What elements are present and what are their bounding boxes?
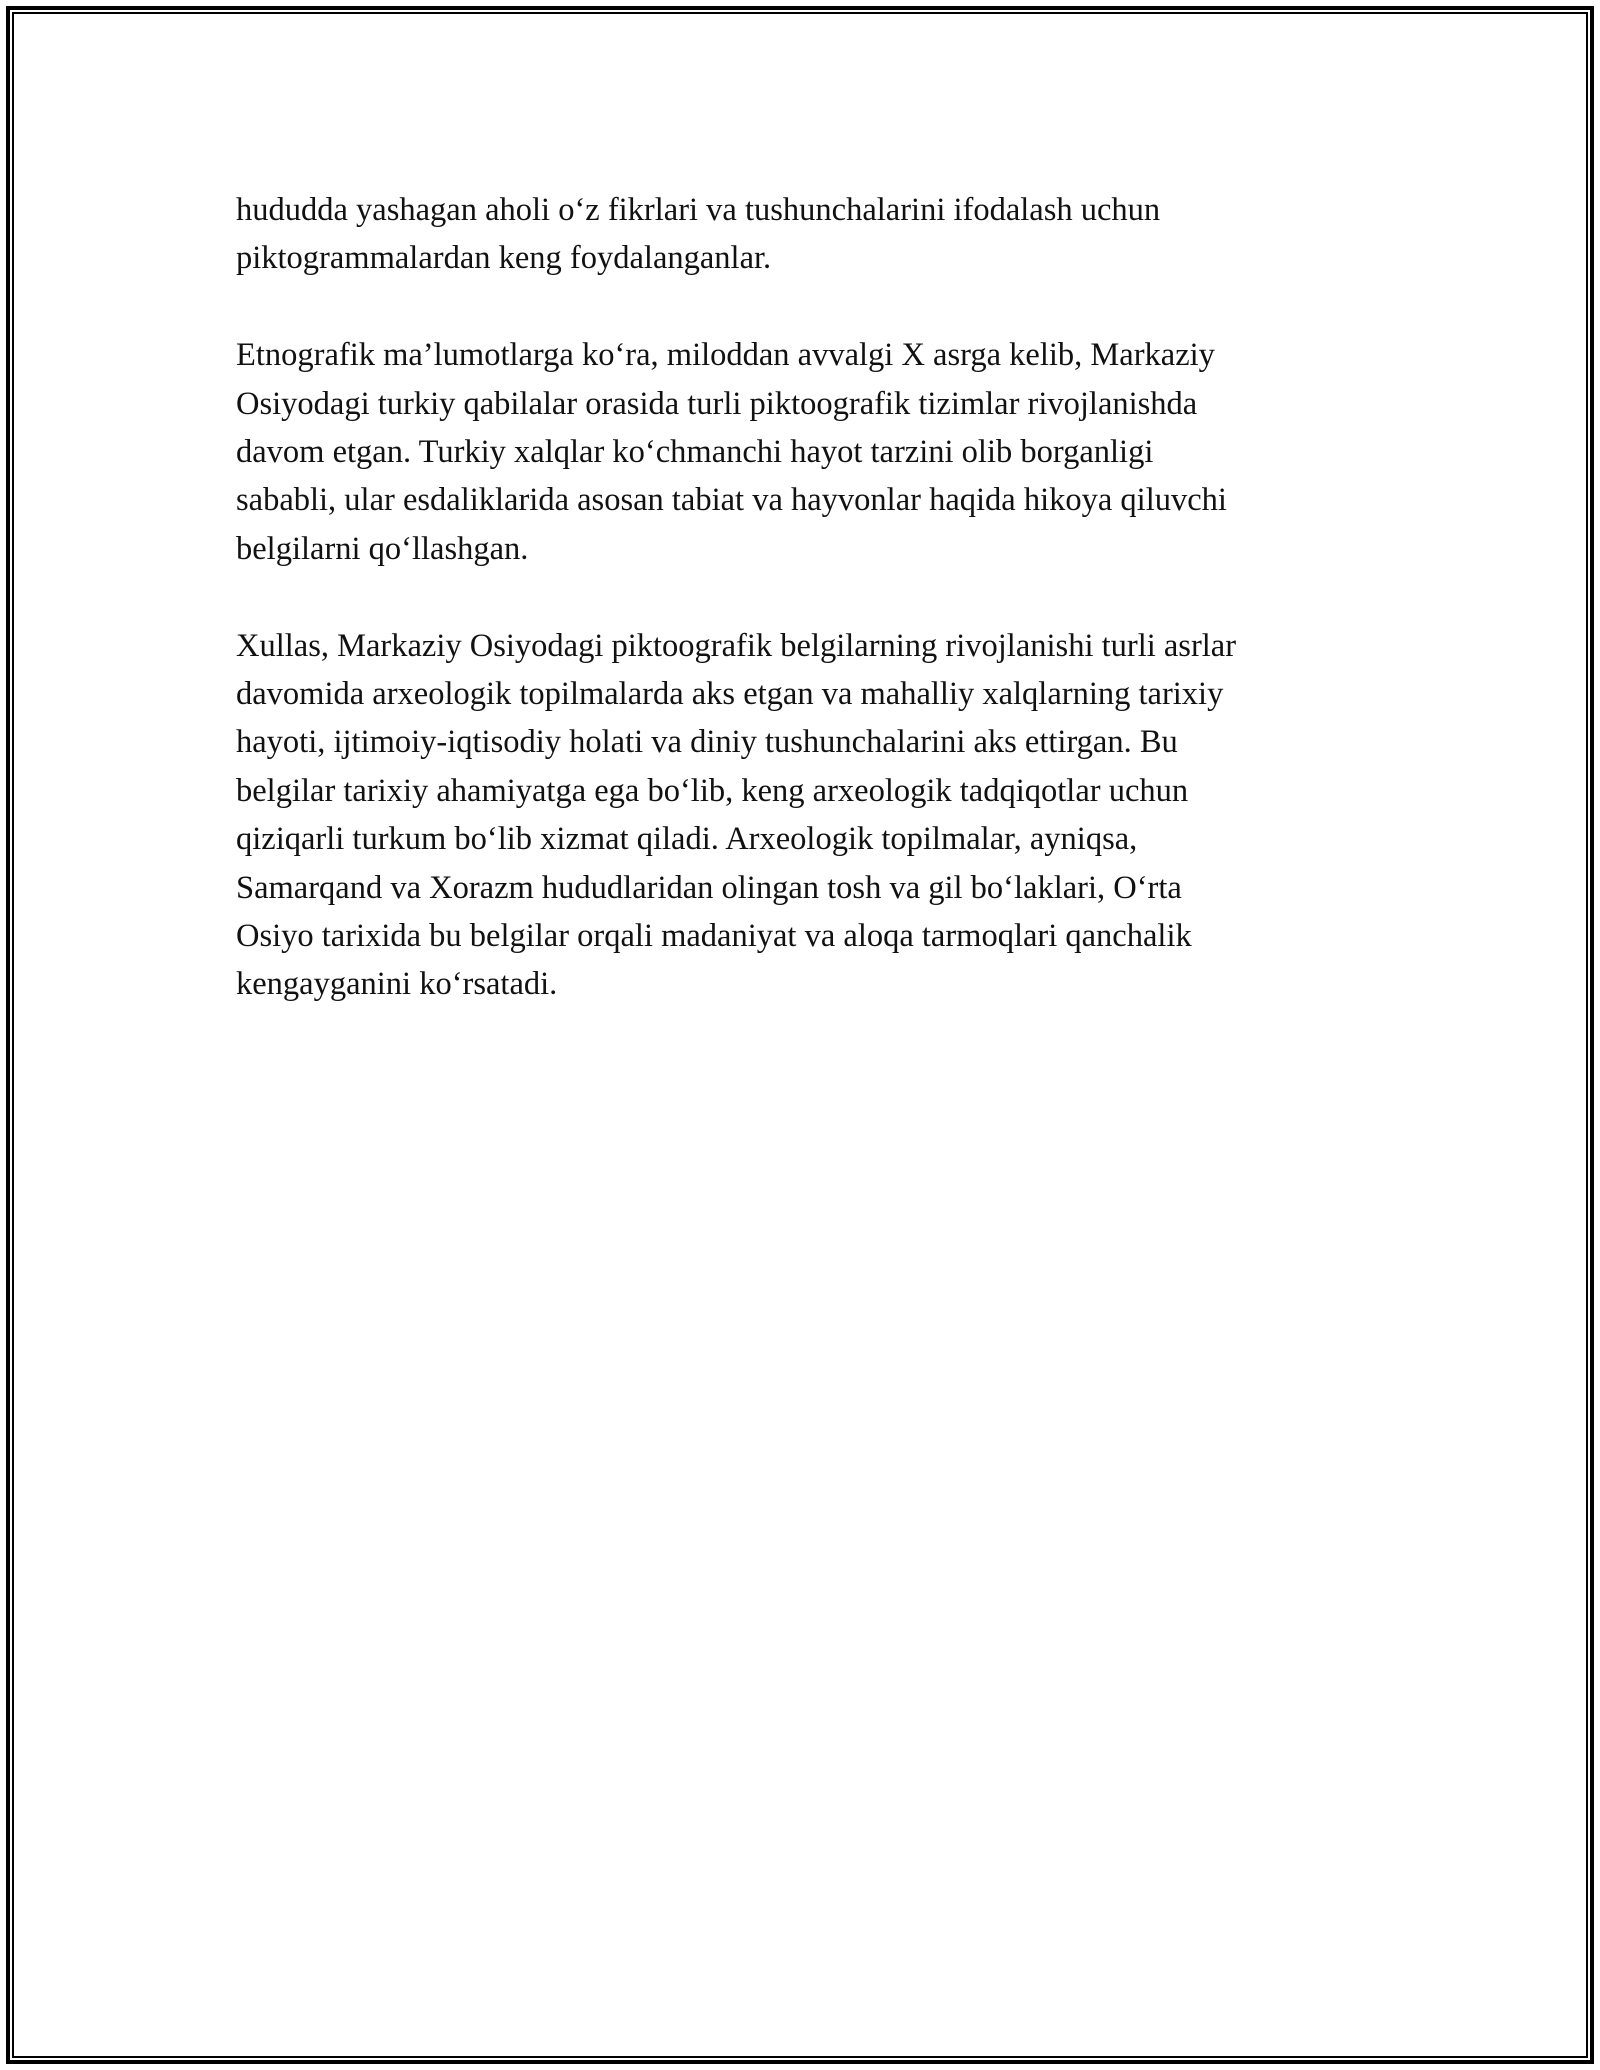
- document-body: [236, 186, 1376, 1057]
- paragraph-1: hududda yashagan aholi o‘z fikrlari va tushunchalarini ifodalash uchun piktogrammalardan keng foydalanganlar.: [236, 192, 1161, 277]
- paragraph-3: Xullas, Markaziy Osiyodagi piktoografik belgilarning rivojlanishi turli asrlar davomida arxeologik topilmalarda aks etgan va mahalliy xalqlarning tarixiy hayoti, ijtimoiy-iqtisodiy holati va diniy tushunchalarini aks ettirgan. Bu belgilar tarixiy ahamiyatga ega bo‘lib, keng arxeologik tadqiqotlar uchun qiziqarli turkum bo‘lib xizmat qiladi. Arxeologik topilmalar, ayniqsa, Samarqand va Xorazm hududlaridan olingan tosh va gil bo‘laklari, O‘rta Osiyo tarixida bu belgilar orqali madaniyat va aloqa tarmoqlari qanchalik kengayganini ko‘rsatadi.: [236, 627, 1237, 1003]
- paragraph-2: Etnografik ma’lumotlarga ko‘ra, miloddan avvalgi X asrga kelib, Markaziy Osiyodagi turkiy qabilalar orasida turli piktoografik tizimlar rivojlanishda davom etgan. Turkiy xalqlar ko‘chmanchi hayot tarzini olib borganligi sababli, ular esdaliklarida asosan tabiat va hayvonlar haqida hikoya qiluvchi belgilarni qo‘llashgan.: [236, 337, 1227, 567]
